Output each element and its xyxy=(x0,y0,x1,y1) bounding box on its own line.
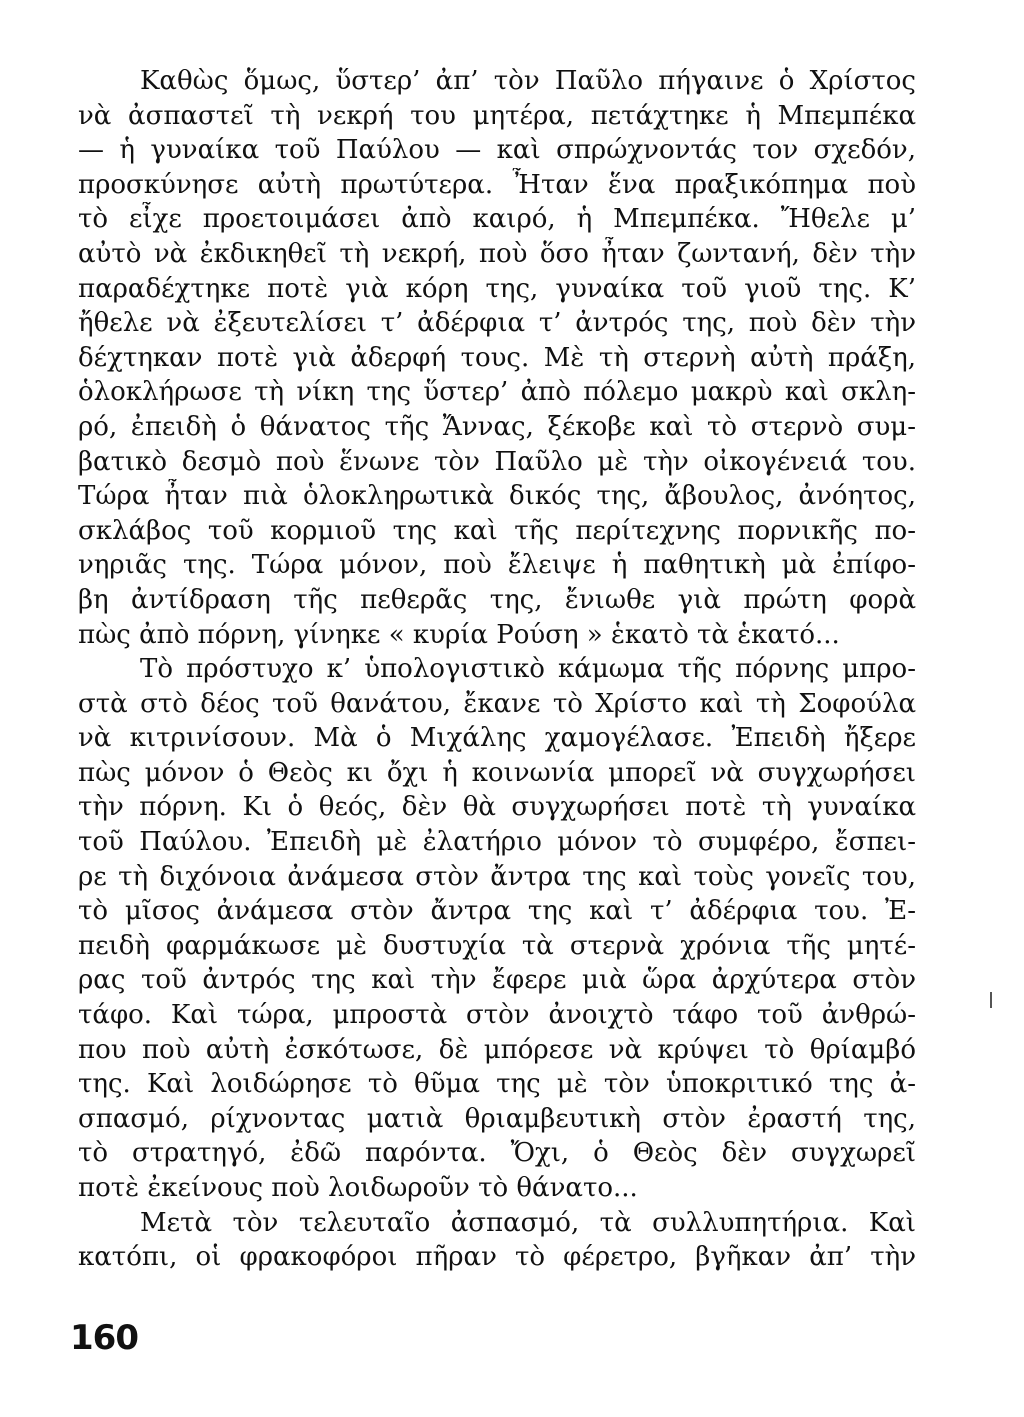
text-line: προσκύνησε αὐτὴ πρωτύτερα. Ἦταν ἕνα πραξικόπημα ποὺ xyxy=(78,169,916,200)
text-line: Τὸ πρόστυχο κ’ ὑπολογιστικὸ κάμωμα τῆς πόρνης μπρο- xyxy=(140,654,916,685)
text-line: σπασμό, ρίχνοντας ματιὰ θριαμβευτικὴ στὸν ἐραστή της, xyxy=(78,1103,916,1134)
text-line: που ποὺ αὐτὴ ἐσκότωσε, δὲ μπόρεσε νὰ κρύψει τὸ θρίαμβό xyxy=(78,1034,916,1065)
margin-mark xyxy=(990,992,992,1008)
text-line: τὸ μῖσος ἀνάμεσα στὸν ἄντρα της καὶ τ’ ἀδέρφια του. Ἐ- xyxy=(78,896,916,927)
text-line: Καθὼς ὅμως, ὕστερ’ ἀπ’ τὸν Παῦλο πήγαινε ὁ Χρίστος xyxy=(140,66,916,96)
page-number: 160 xyxy=(70,1318,138,1358)
text-line: νὰ ἀσπαστεῖ τὴ νεκρή του μητέρα, πετάχτηκε ἡ Μπεμπέκα xyxy=(78,100,916,131)
text-line: ἤθελε νὰ ἐξευτελίσει τ’ ἀδέρφια τ’ ἀντρός της, ποὺ δὲν τὴν xyxy=(78,308,916,339)
text-line: νὰ κιτρινίσουν. Μὰ ὁ Μιχάλης χαμογέλασε. Ἐπειδὴ ἤξερε xyxy=(78,723,916,754)
text-line: βη ἀντίδραση τῆς πεθερᾶς της, ἔνιωθε γιὰ πρώτη φορὰ xyxy=(78,584,916,615)
text-line: αὐτὸ νὰ ἐκδικηθεῖ τὴ νεκρή, ποὺ ὅσο ἦταν ζωντανή, δὲν τὴν xyxy=(78,238,916,269)
text-line: ρό, ἐπειδὴ ὁ θάνατος τῆς Ἄννας, ξέκοβε καὶ τὸ στερνὸ συμ- xyxy=(78,411,916,442)
body-text xyxy=(78,64,916,1275)
text-line: δέχτηκαν ποτὲ γιὰ ἀδερφή τους. Μὲ τὴ στερνὴ αὐτὴ πράξη, xyxy=(78,342,916,373)
text-line: πειδὴ φαρμάκωσε μὲ δυστυχία τὰ στερνὰ χρόνια τῆς μητέ- xyxy=(78,930,916,961)
text-line: τὸ εἶχε προετοιμάσει ἀπὸ καιρό, ἡ Μπεμπέκα. Ἤθελε μ’ xyxy=(78,204,916,235)
text-line: ὁλοκλήρωσε τὴ νίκη της ὕστερ’ ἀπὸ πόλεμο μακρὺ καὶ σκλη- xyxy=(78,377,916,408)
text-line: στὰ στὸ δέος τοῦ θανάτου, ἔκανε τὸ Χρίστο καὶ τὴ Σοφούλα xyxy=(78,688,916,719)
text-line: της. Καὶ λοιδώρησε τὸ θῦμα της μὲ τὸν ὑποκριτικό της ἀ- xyxy=(78,1069,916,1100)
text-line: πὼς μόνον ὁ Θεὸς κι ὄχι ἡ κοινωνία μπορεῖ νὰ συγχωρήσει xyxy=(78,757,916,788)
text-line: ρε τὴ διχόνοια ἀνάμεσα στὸν ἄντρα της καὶ τοὺς γονεῖς του, xyxy=(78,861,916,892)
text-line: σκλάβος τοῦ κορμιοῦ της καὶ τῆς περίτεχνης πορνικῆς πο- xyxy=(78,515,916,546)
text-line: νηριᾶς της. Τώρα μόνον, ποὺ ἔλειψε ἡ παθητικὴ μὰ ἐπίφο- xyxy=(78,550,916,581)
text-line: τὸ στρατηγό, ἐδῶ παρόντα. Ὄχι, ὁ Θεὸς δὲν συγχωρεῖ xyxy=(78,1138,916,1169)
text-line: ρας τοῦ ἀντρός της καὶ τὴν ἔφερε μιὰ ὥρα ἀρχύτερα στὸν xyxy=(78,965,916,996)
text-line: ποτὲ ἐκείνους ποὺ λοιδωροῦν τὸ θάνατο... xyxy=(78,1173,638,1203)
text-line: παραδέχτηκε ποτὲ γιὰ κόρη της, γυναίκα τοῦ γιοῦ της. Κ’ xyxy=(78,273,916,304)
text-line: τὴν πόρνη. Κι ὁ θεός, δὲν θὰ συγχωρήσει ποτὲ τὴ γυναίκα xyxy=(78,792,916,823)
text-line: τοῦ Παύλου. Ἐπειδὴ μὲ ἐλατήριο μόνον τὸ συμφέρο, ἔσπει- xyxy=(78,827,916,858)
text-line: βατικὸ δεσμὸ ποὺ ἕνωνε τὸν Παῦλο μὲ τὴν οἰκογένειά του. xyxy=(78,446,916,477)
text-line: πὼς ἀπὸ πόρνη, γίνηκε « κυρία Ρούση » ἑκατὸ τὰ ἑκατό... xyxy=(78,619,840,650)
text-line: Μετὰ τὸν τελευταῖο ἀσπασμό, τὰ συλλυπητήρια. Καὶ xyxy=(140,1207,916,1238)
text-line: κατόπι, οἱ φρακοφόροι πῆραν τὸ φέρετρο, βγῆκαν ἀπ’ τὴν xyxy=(78,1242,916,1273)
text-line: — ἡ γυναίκα τοῦ Παύλου — καὶ σπρώχνοντάς τον σχεδόν, xyxy=(78,135,916,166)
text-line: Τώρα ἦταν πιὰ ὁλοκληρωτικὰ δικός της, ἄβουλος, ἀνόητος, xyxy=(78,481,916,512)
text-line: τάφο. Καὶ τώρα, μπροστὰ στὸν ἀνοιχτὸ τάφο τοῦ ἀνθρώ- xyxy=(78,1000,916,1031)
